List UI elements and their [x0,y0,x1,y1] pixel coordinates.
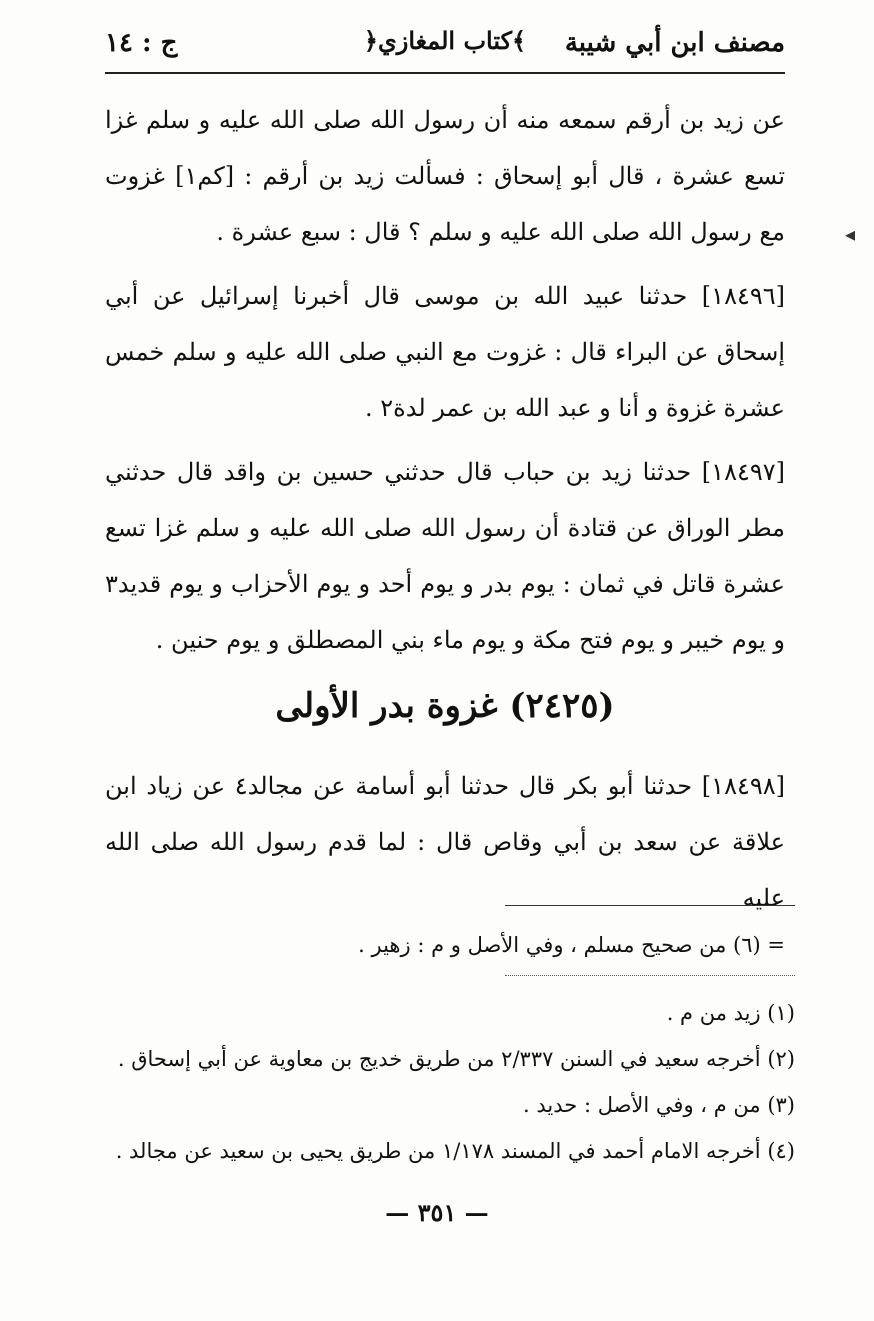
book-title: مصنف ابن أبي شيبة [564,28,785,58]
paragraph-continuation: عن زيد بن أرقم سمعه منه أن رسول الله صلى الله عليه و سلم غزا تسع عشرة ، قال أبو إسحاق : فسألت زيد بن أرقم : [كم١] غزوت مع رسول الله صلى الله عليه و سلم ؟ قال : سبع عشرة . [105,106,786,246]
footnote-2: (٢) أخرجه سعيد في السنن ٢/٣٣٧ من طريق خديج بن معاوية عن أبي إسحاق . [117,1047,795,1071]
page-number: — ٣٥١ — [385,1198,489,1227]
footnote-divider [505,905,795,906]
chapter-title: ﴿كتاب المغازي﴾ [363,26,527,55]
footnotes [105,990,795,1174]
hadith-18498: [١٨٤٩٨] حدثنا أبو بكر قال حدثنا أبو أسامة عن مجالد٤ عن زياد ابن علاقة عن سعد بن أبي وقاص قال : لما قدم رسول الله صلى الله عليه [105,772,785,912]
footnote-carry-over: = (٦) من صحيح مسلم ، وفي الأصل و م : زهير . [358,933,785,957]
hadith-18497: [١٨٤٩٧] حدثنا زيد بن حباب قال حدثني حسين بن واقد قال حدثني مطر الوراق عن قتادة أن رسول الله صلى الله عليه و سلم غزا تسع عشرة قاتل في ثمان : يوم بدر و يوم أحد و يوم الأحزاب و يوم قديد٣ و يوم خيبر و يوم فتح مكة و يوم ماء بني المصطلق و يوم حنين . [105,458,785,654]
footnote-1: (١) زيد من م . [666,1001,795,1025]
footnote-4: (٤) أخرجه الامام أحمد في المسند ١/١٧٨ من طريق يحيى بن سعيد عن مجالد . [115,1139,795,1163]
volume-number: ج : ١٤ [105,28,178,58]
hadith-18496: [١٨٤٩٦] حدثنا عبيد الله بن موسى قال أخبرنا إسرائيل عن أبي إسحاق عن البراء قال : غزوت مع النبي صلى الله عليه و سلم خمس عشرة غزوة و أنا و عبد الله بن عمر لدة٢ . [105,282,785,422]
footnote-divider-dotted [505,975,795,976]
margin-arrow-icon: ◂ [845,222,856,246]
main-text [105,92,785,934]
footnote-3: (٣) من م ، وفي الأصل : حديد . [523,1093,795,1117]
section-heading: (٢٤٢٥) غزوة بدر الأولى [275,686,615,726]
running-header [105,14,785,74]
